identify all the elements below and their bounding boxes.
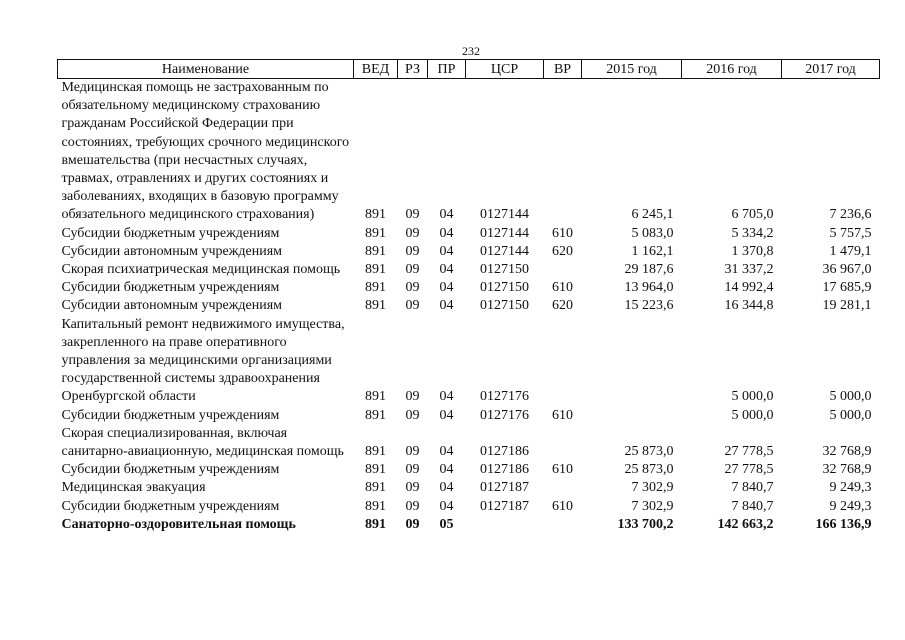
- row-vr: [544, 261, 582, 279]
- row-csr: 0127176: [480, 389, 529, 405]
- row-name: Капитальный ремонт недвижимого имущества, закрепленного на праве оперативного управления за медицинскими организациями государственной системы здравоохранения Оренбургской области: [61, 316, 345, 405]
- row-pr: 04: [439, 480, 454, 496]
- row-pr: 04: [439, 225, 454, 241]
- row-2015: 7 302,9: [631, 480, 674, 496]
- row-pr: 04: [439, 444, 454, 460]
- table-row: [58, 297, 880, 315]
- row-pr: 04: [439, 280, 454, 296]
- header-2016: 2016 год: [682, 60, 782, 79]
- row-2016: 6 705,0: [731, 207, 774, 223]
- header-csr: ЦСР: [466, 60, 544, 79]
- row-csr: 0127186: [480, 462, 529, 478]
- row-vr: 610: [552, 498, 573, 514]
- row-vr: [544, 516, 582, 534]
- table-row-total: [58, 516, 880, 534]
- row-2017: 1 479,1: [829, 243, 872, 259]
- row-2015: 5 083,0: [631, 225, 674, 241]
- row-csr: 0127187: [480, 480, 529, 496]
- row-rz: 09: [405, 243, 420, 259]
- row-2016: 27 778,5: [724, 444, 774, 460]
- row-name: Субсидии бюджетным учреждениям: [61, 407, 280, 423]
- row-name: Медицинская помощь не застрахованным по обязательному медицинскому страхованию гражданам Российской Федерации при состояниях, требующих срочного медицинского вмешательства (при несчастных случаях, травмах, отравлениях и других состояниях и заболеваниях, входящих в базовую программу обязательного медицинского страхования): [61, 80, 350, 223]
- row-2015: 13 964,0: [624, 280, 674, 296]
- row-name: Субсидии бюджетным учреждениям: [61, 498, 280, 514]
- row-ved: 891: [365, 480, 386, 496]
- row-2015: [582, 316, 682, 407]
- page-number: 232: [462, 44, 480, 58]
- row-ved: 891: [365, 280, 386, 296]
- budget-table: [57, 59, 880, 534]
- row-vr: [544, 79, 582, 225]
- header-ved: ВЕД: [354, 60, 398, 79]
- row-2016: 7 840,7: [731, 480, 774, 496]
- row-2017: 5 000,0: [829, 389, 872, 405]
- row-name: Субсидии бюджетным учреждениям: [61, 462, 280, 478]
- row-csr: [466, 516, 544, 534]
- row-pr: 05: [439, 516, 454, 532]
- row-2017: 166 136,9: [815, 516, 872, 532]
- row-rz: 09: [405, 498, 420, 514]
- row-csr: 0127150: [480, 262, 529, 278]
- row-2017: 9 249,3: [829, 480, 872, 496]
- row-2016: 16 344,8: [724, 298, 774, 314]
- row-rz: 09: [405, 225, 420, 241]
- table-row: [58, 316, 880, 407]
- row-ved: 891: [365, 462, 386, 478]
- row-2015: 133 700,2: [617, 516, 674, 532]
- row-2015: 6 245,1: [631, 207, 674, 223]
- table-row: [58, 498, 880, 516]
- row-pr: 04: [439, 298, 454, 314]
- row-ved: 891: [365, 225, 386, 241]
- row-rz: 09: [405, 462, 420, 478]
- row-csr: 0127144: [480, 243, 529, 259]
- row-ved: 891: [365, 498, 386, 514]
- row-2016: 5 000,0: [731, 407, 774, 423]
- row-pr: 04: [439, 243, 454, 259]
- row-vr: 620: [552, 298, 573, 314]
- table-row: [58, 225, 880, 243]
- header-2017: 2017 год: [782, 60, 880, 79]
- table-row: [58, 261, 880, 279]
- row-rz: 09: [405, 389, 420, 405]
- row-2016: 7 840,7: [731, 498, 774, 514]
- row-pr: 04: [439, 262, 454, 278]
- table-row: [58, 243, 880, 261]
- row-ved: 891: [365, 207, 386, 223]
- row-pr: 04: [439, 462, 454, 478]
- row-2015: 25 873,0: [624, 444, 674, 460]
- row-rz: 09: [405, 298, 420, 314]
- row-rz: 09: [405, 280, 420, 296]
- row-ved: 891: [365, 389, 386, 405]
- table-row: [58, 79, 880, 225]
- row-2015: 1 162,1: [631, 243, 674, 259]
- row-2016: 142 663,2: [717, 516, 774, 532]
- row-rz: 09: [405, 407, 420, 423]
- row-name: Субсидии автономным учреждениям: [61, 243, 283, 259]
- row-pr: 04: [439, 407, 454, 423]
- row-ved: 891: [365, 444, 386, 460]
- header-rz: РЗ: [398, 60, 428, 79]
- header-2015: 2015 год: [582, 60, 682, 79]
- row-name: Субсидии бюджетным учреждениям: [61, 280, 280, 296]
- row-name: Субсидии бюджетным учреждениям: [61, 225, 280, 241]
- row-pr: 04: [439, 389, 454, 405]
- row-rz: 09: [405, 262, 420, 278]
- row-csr: 0127150: [480, 280, 529, 296]
- row-2017: 32 768,9: [822, 462, 872, 478]
- row-ved: 891: [365, 243, 386, 259]
- row-pr: 04: [439, 207, 454, 223]
- row-2015: [582, 407, 682, 425]
- row-2017: 17 685,9: [822, 280, 872, 296]
- row-ved: 891: [365, 298, 386, 314]
- table-row: [58, 407, 880, 425]
- row-2016: 5 000,0: [731, 389, 774, 405]
- row-csr: 0127144: [480, 225, 529, 241]
- row-name: Скорая психиатрическая медицинская помощь: [61, 262, 341, 278]
- row-csr: 0127176: [480, 407, 529, 423]
- row-2017: 5 000,0: [829, 407, 872, 423]
- row-vr: 620: [552, 243, 573, 259]
- row-ved: 891: [365, 262, 386, 278]
- header-vr: ВР: [544, 60, 582, 79]
- header-pr: ПР: [428, 60, 466, 79]
- row-csr: 0127186: [480, 444, 529, 460]
- table-row: [58, 461, 880, 479]
- row-2017: 5 757,5: [829, 225, 872, 241]
- row-vr: [544, 479, 582, 497]
- row-name: Санаторно-оздоровительная помощь: [61, 516, 296, 532]
- table-header-row: [58, 60, 880, 79]
- row-vr: 610: [552, 407, 573, 423]
- row-2017: 9 249,3: [829, 498, 872, 514]
- row-vr: 610: [552, 280, 573, 296]
- row-rz: 09: [405, 207, 420, 223]
- row-2016: 27 778,5: [724, 462, 774, 478]
- row-2015: 15 223,6: [624, 298, 674, 314]
- row-vr: [544, 425, 582, 461]
- row-2017: 7 236,6: [829, 207, 872, 223]
- table-row: [58, 479, 880, 497]
- row-name: Скорая специализированная, включая санитарно-авиационную, медицинская помощь: [61, 425, 344, 460]
- row-name: Субсидии автономным учреждениям: [61, 298, 283, 314]
- row-2016: 1 370,8: [731, 243, 774, 259]
- row-rz: 09: [405, 480, 420, 496]
- row-2016: 5 334,2: [731, 225, 774, 241]
- row-pr: 04: [439, 498, 454, 514]
- row-csr: 0127187: [480, 498, 529, 514]
- row-name: Медицинская эвакуация: [61, 480, 206, 496]
- row-vr: 610: [552, 225, 573, 241]
- row-vr: [544, 316, 582, 407]
- table-row: [58, 279, 880, 297]
- row-vr: 610: [552, 462, 573, 478]
- header-name: Наименование: [58, 60, 354, 79]
- row-ved: 891: [365, 516, 386, 532]
- table-row: [58, 425, 880, 461]
- row-2016: 31 337,2: [724, 262, 774, 278]
- row-csr: 0127150: [480, 298, 529, 314]
- row-rz: 09: [405, 444, 420, 460]
- row-2017: 32 768,9: [822, 444, 872, 460]
- row-2015: 7 302,9: [631, 498, 674, 514]
- row-2015: 25 873,0: [624, 462, 674, 478]
- row-csr: 0127144: [480, 207, 529, 223]
- row-2017: 36 967,0: [822, 262, 872, 278]
- row-rz: 09: [405, 516, 420, 532]
- row-ved: 891: [365, 407, 386, 423]
- row-2015: 29 187,6: [624, 262, 674, 278]
- row-2016: 14 992,4: [724, 280, 774, 296]
- row-2017: 19 281,1: [822, 298, 872, 314]
